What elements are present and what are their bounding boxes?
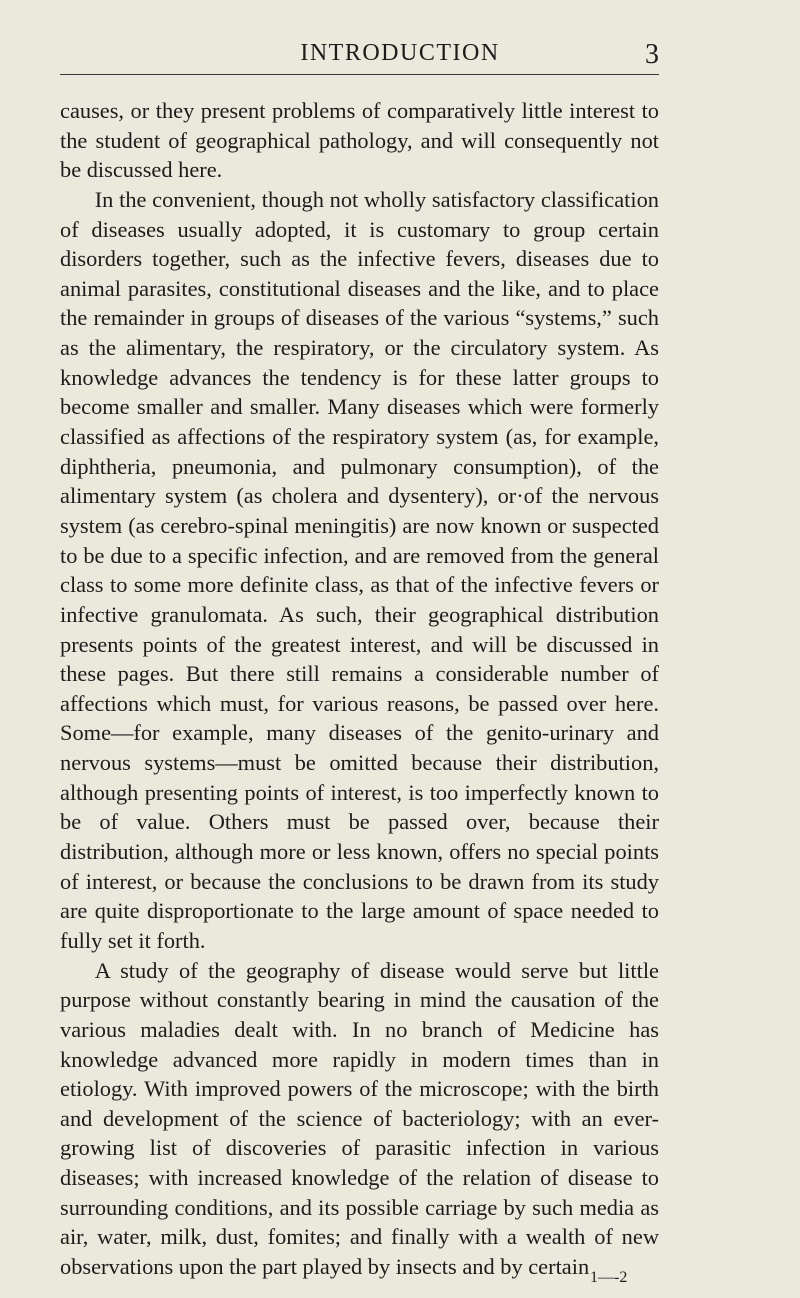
running-head-title: INTRODUCTION — [300, 40, 500, 66]
header-rule — [60, 74, 659, 75]
signature-mark: 1—-2 — [590, 1269, 628, 1286]
paragraph-classification: In the convenient, though not wholly satisfactory classification of diseases usually adopted, it is customary to group certain disorders together, such as the infective fevers, diseases due to animal parasites, constitutional diseases and the like, and to place the remainder in groups of diseases of the various “systems,” such as the alimentary, the respiratory, or the circulatory system. As knowledge advances the tendency is for these latter groups to become smaller and smaller. Many diseases which were formerly classified as affections of the respiratory system (as, for example, diphtheria, pneumonia, and pulmonary consumption), of the alimentary system (as cholera and dysentery), or·of the nervous system (as cerebro-spinal meningitis) are now known or suspected to be due to a specific infection, and are removed from the general class to some more definite class, as that of the infective fevers or infective granulomata. As such, their geographical distribution presents points of the greatest interest, and will be discussed in these pages. But there still remains a considerable number of affections which must, for various reasons, be passed over here. Some—for example, many diseases of the genito-urinary and nervous systems—must be omitted because their distribution, although presenting points of interest, is too imperfectly known to be of value. Others must be passed over, because their distribution, although more or less known, offers no special points of interest, or because the conclusions to be drawn from its study are quite disproportionate to the large amount of space needed to fully set it forth. — [60, 186, 659, 953]
paragraph-etiology: A study of the geography of disease would serve but little purpose without constantly bearing in mind the causation of the various maladies dealt with. In no branch of Medicine has knowledge advanced more rapidly in modern times than in etiology. With improved powers of the microscope; with the birth and development of the science of bacteriology; with an ever-growing list of discoveries of parasitic infection in various diseases; with increased knowledge of the relation of disease to surrounding conditions, and its possible carriage by such media as air, water, milk, dust, fomites; and finally with a wealth of new observations upon the part played by insects and by certain — [60, 957, 659, 1279]
body-text — [60, 96, 659, 1282]
paragraph-continued: causes, or they present problems of comparatively little interest to the student of geographical pathology, and will consequently not be discussed here. — [60, 98, 659, 183]
running-head — [0, 38, 800, 78]
page-number: 3 — [645, 39, 659, 70]
